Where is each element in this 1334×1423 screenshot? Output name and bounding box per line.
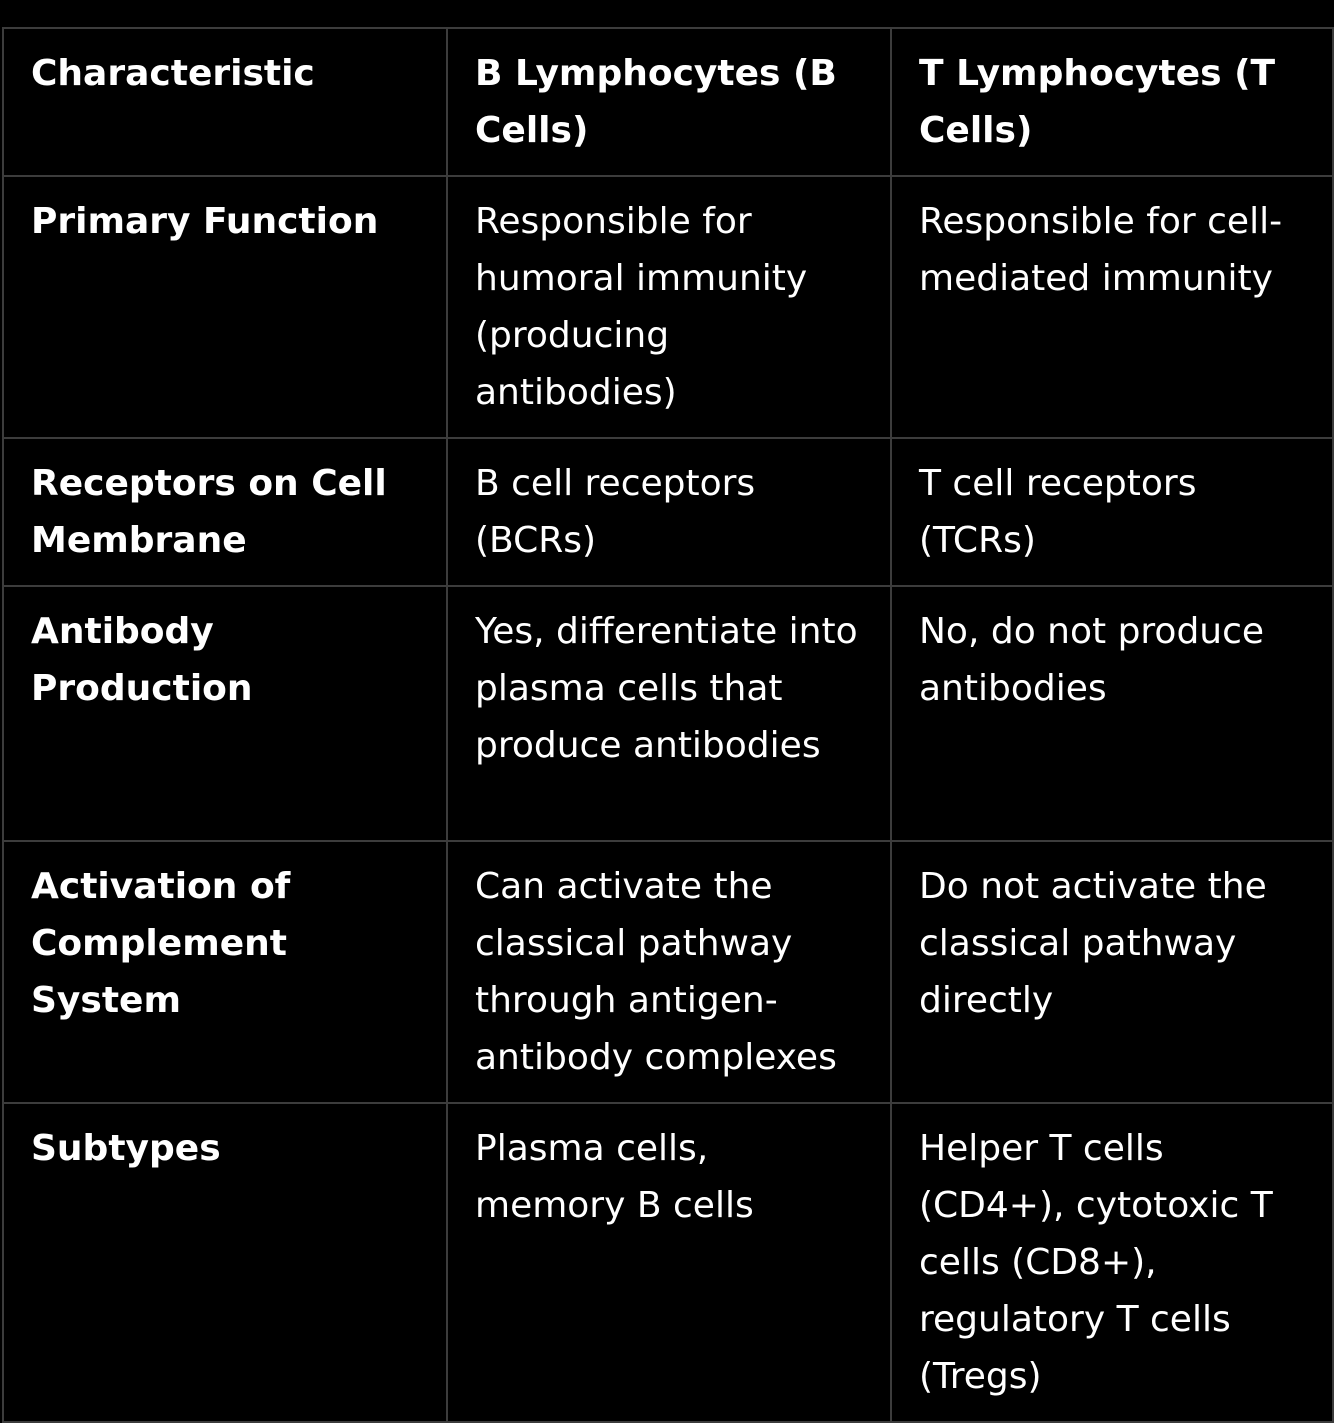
table-header-row: [3, 28, 1333, 176]
row-b-cells-value: Plasma cells, memory B cells: [447, 1103, 891, 1422]
table-row: [3, 438, 1333, 586]
row-characteristic: Antibody Production: [3, 586, 447, 841]
comparison-table-container: [2, 27, 1332, 1423]
row-b-cells-value: Yes, differentiate into plasma cells that produce antibodies: [447, 586, 891, 841]
comparison-table: [2, 27, 1334, 1423]
header-b-lymphocytes: B Lymphocytes (B Cells): [447, 28, 891, 176]
row-t-cells-value: Responsible for cell-mediated immunity: [891, 176, 1333, 438]
row-b-cells-value: Can activate the classical pathway through antigen-antibody complexes: [447, 841, 891, 1103]
row-b-cells-value: Responsible for humoral immunity (producing antibodies): [447, 176, 891, 438]
header-t-lymphocytes: T Lymphocytes (T Cells): [891, 28, 1333, 176]
row-characteristic: Subtypes: [3, 1103, 447, 1422]
row-t-cells-value: Do not activate the classical pathway directly: [891, 841, 1333, 1103]
row-characteristic: Activation of Complement System: [3, 841, 447, 1103]
row-characteristic: Primary Function: [3, 176, 447, 438]
row-characteristic: Receptors on Cell Membrane: [3, 438, 447, 586]
table-row: [3, 176, 1333, 438]
row-b-cells-value: B cell receptors (BCRs): [447, 438, 891, 586]
row-t-cells-value: T cell receptors (TCRs): [891, 438, 1333, 586]
row-t-cells-value: Helper T cells (CD4+), cytotoxic T cells (CD8+), regulatory T cells (Tregs): [891, 1103, 1333, 1422]
row-t-cells-value: No, do not produce antibodies: [891, 586, 1333, 841]
table-row: [3, 1103, 1333, 1422]
table-row: [3, 841, 1333, 1103]
table-row: [3, 586, 1333, 841]
header-characteristic: Characteristic: [3, 28, 447, 176]
